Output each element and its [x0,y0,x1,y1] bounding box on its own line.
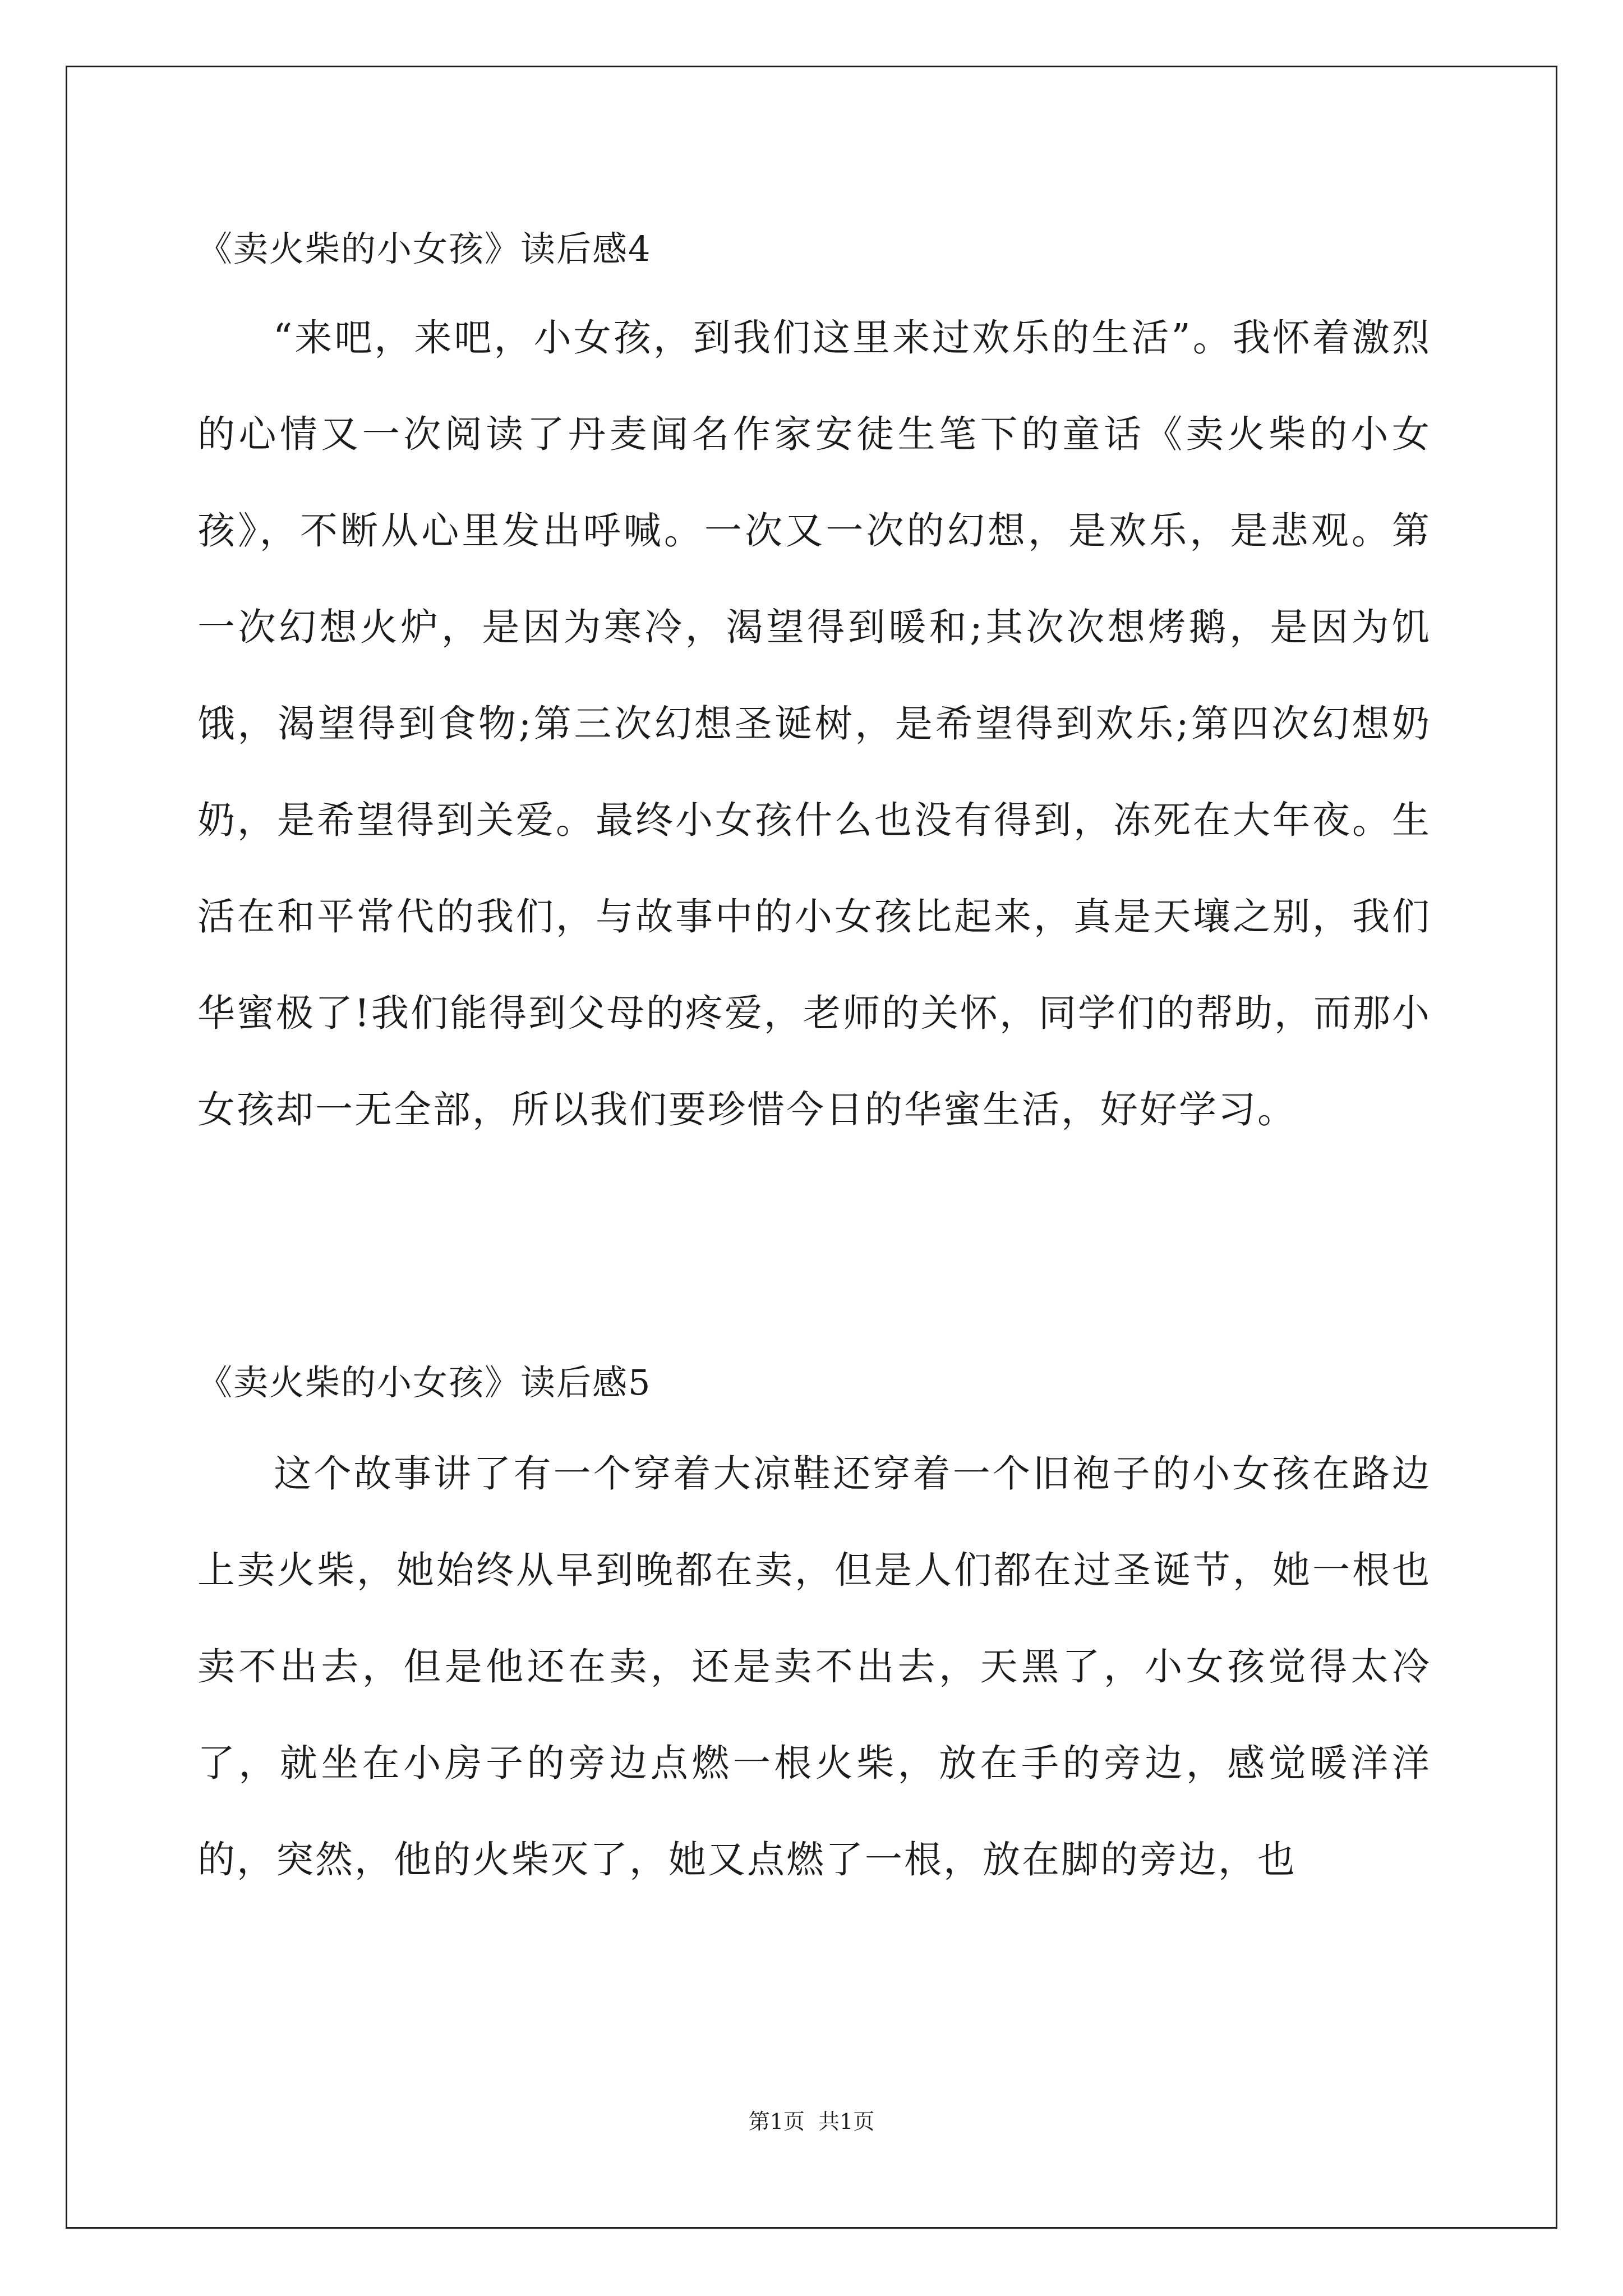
section-heading-5: 《卖火柴的小女孩》读后感5 [197,1362,652,1403]
paragraph-text: “来吧，来吧，小女孩，到我们这里来过欢乐的生活”。我怀着激烈的心情又一次阅读了丹麦闻名作家安徒生笔下的童话《卖火柴的小女孩》，不断从心里发出呼喊。一次又一次的幻想，是欢乐，是悲观。第一次幻想火炉，是因为寒冷，渴望得到暖和;其次次想烤鹅，是因为饥饿，渴望得到食物;第三次幻想圣诞树，是希望得到欢乐;第四次幻想奶奶，是希望得到关爱。最终小女孩什么也没有得到，冻死在大年夜。生活在和平常代的我们，与故事中的小女孩比起来，真是天壤之别，我们华蜜极了!我们能得到父母的疼爱，老师的关怀，同学们的帮助，而那小女孩却一无全部，所以我们要珍惜今日的华蜜生活，好好学习。 [197,316,1431,1131]
page-footer [0,2108,1623,2136]
section-paragraph-5 [197,1425,1431,1908]
page-number: 第1页 [748,2109,805,2134]
section-paragraph-4 [197,289,1431,1158]
paragraph-text: 这个故事讲了有一个穿着大凉鞋还穿着一个旧袍子的小女孩在路边上卖火柴，她始终从早到晚都在卖，但是人们都在过圣诞节，她一根也卖不出去，但是他还在卖，还是卖不出去，天黑了，小女孩觉得太冷了，就坐在小房子的旁边点燃一根火柴，放在手的旁边，感觉暖洋洋的，突然，他的火柴灭了，她又点燃了一根，放在脚的旁边，也 [197,1452,1431,1881]
section-heading-4: 《卖火柴的小女孩》读后感4 [197,228,652,269]
page-total: 共1页 [818,2109,875,2134]
